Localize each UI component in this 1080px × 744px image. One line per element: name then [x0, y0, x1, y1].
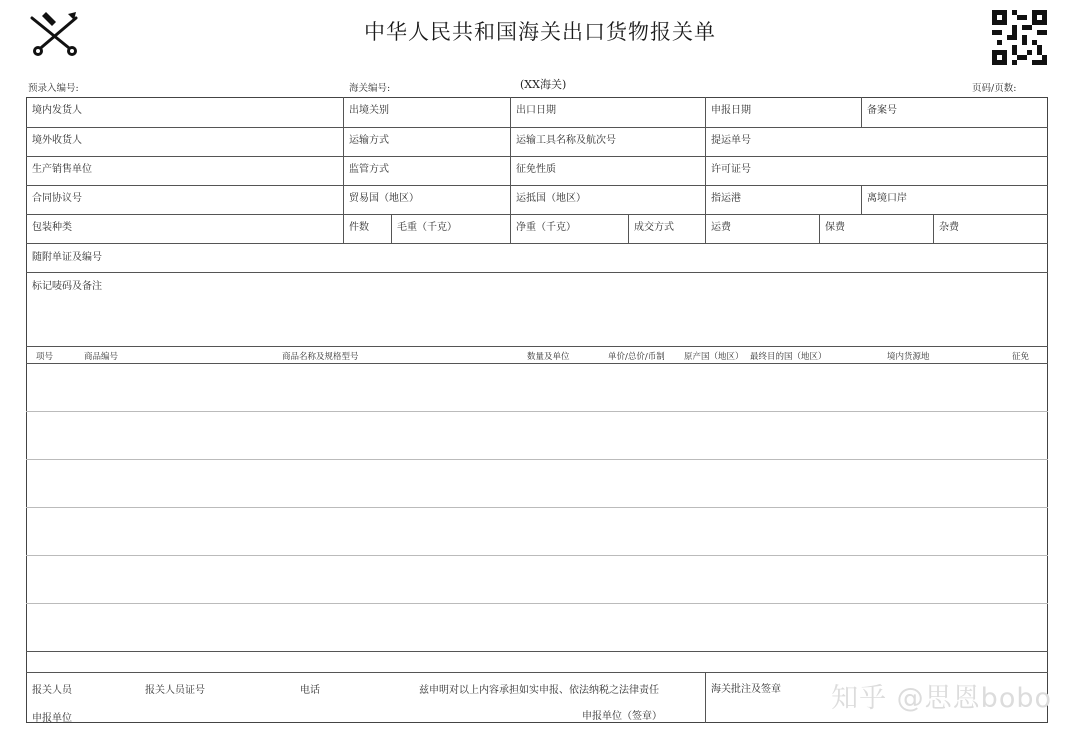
watermark: 知乎 @思恩bobo [831, 683, 1052, 714]
goods-row-divider [26, 411, 1048, 412]
pre-entry-no-label: 预录入编号: [28, 83, 79, 94]
exit-port-label: 离境口岸 [867, 193, 907, 204]
goods-code-header: 商品编号 [84, 352, 119, 362]
exit-customs-label: 出境关别 [349, 105, 389, 116]
col-divider [819, 214, 820, 243]
insurance-label: 保费 [825, 222, 845, 233]
row-divider [26, 214, 1048, 215]
unit-seal-label: 申报单位（签章） [582, 711, 662, 722]
declare-date-label: 申报日期 [711, 105, 751, 116]
declarant-cert-label: 报关人员证号 [145, 685, 205, 696]
customs-no-label: 海关编号: [349, 83, 391, 94]
row-divider [26, 127, 1048, 128]
goods-price-currency-header: 单价/总价/币制 [608, 352, 665, 362]
row-divider [26, 243, 1048, 244]
col-divider [705, 672, 706, 723]
freight-label: 运费 [711, 222, 731, 233]
producer-seller-label: 生产销售单位 [32, 164, 92, 175]
goods-origin-header: 原产国（地区） [684, 352, 744, 362]
trade-country-label: 贸易国（地区） [349, 193, 419, 204]
customs-name: (XX海关) [520, 78, 567, 91]
bill-no-label: 提运单号 [711, 135, 751, 146]
phone-label: 电话 [300, 685, 320, 696]
levy-nature-label: 征免性质 [516, 164, 556, 175]
goods-row-divider [26, 603, 1048, 604]
goods-final-dest-header: 最终目的国（地区） [750, 352, 827, 362]
domestic-shipper-label: 境内发货人 [32, 105, 82, 116]
goods-domestic-source-header: 境内货源地 [887, 352, 930, 362]
vessel-voyage-label: 运输工具名称及航次号 [516, 135, 616, 146]
contract-no-label: 合同协议号 [32, 193, 82, 204]
col-divider [628, 214, 629, 243]
attached-docs-label: 随附单证及编号 [32, 252, 102, 263]
package-type-label: 包装种类 [32, 222, 72, 233]
declarant-label: 报关人员 [32, 685, 72, 696]
gross-weight-label: 毛重（千克） [397, 222, 457, 233]
row-divider [26, 672, 1048, 673]
col-divider [861, 97, 862, 127]
license-no-label: 许可证号 [711, 164, 751, 175]
deal-mode-label: 成交方式 [634, 222, 674, 233]
goods-item-no-header: 项号 [36, 352, 54, 362]
row-divider [26, 185, 1048, 186]
record-no-label: 备案号 [867, 105, 897, 116]
misc-fee-label: 杂费 [939, 222, 959, 233]
page-title: 中华人民共和国海关出口货物报关单 [364, 20, 716, 44]
col-divider [861, 185, 862, 214]
overseas-consignee-label: 境外收货人 [32, 135, 82, 146]
declaring-unit-label: 申报单位 [32, 713, 72, 724]
transport-mode-label: 运输方式 [349, 135, 389, 146]
net-weight-label: 净重（千克） [516, 222, 576, 233]
dest-country-label: 运抵国（地区） [516, 193, 586, 204]
row-divider [26, 651, 1048, 652]
col-divider [705, 97, 706, 243]
col-divider [933, 214, 934, 243]
goods-name-spec-header: 商品名称及规格型号 [282, 352, 359, 362]
export-date-label: 出口日期 [516, 105, 556, 116]
goods-row-divider [26, 507, 1048, 508]
row-divider [26, 156, 1048, 157]
page-info-label: 页码/页数: [972, 83, 1017, 94]
col-divider [510, 97, 511, 243]
goods-row-divider [26, 459, 1048, 460]
goods-levy-header: 征免 [1012, 352, 1030, 362]
qr-code-icon [992, 10, 1047, 65]
legal-statement: 兹申明对以上内容承担如实申报、依法纳税之法律责任 [419, 685, 659, 696]
goods-qty-unit-header: 数量及单位 [527, 352, 570, 362]
marks-remarks-label: 标记唛码及备注 [32, 281, 102, 292]
goods-row-divider [26, 555, 1048, 556]
row-divider [26, 346, 1048, 347]
col-divider [343, 97, 344, 243]
row-divider [26, 272, 1048, 273]
row-divider [26, 363, 1048, 364]
supervision-mode-label: 监管方式 [349, 164, 389, 175]
dest-port-label: 指运港 [711, 193, 741, 204]
col-divider [391, 214, 392, 243]
pieces-label: 件数 [349, 222, 369, 233]
customs-approval-label: 海关批注及签章 [711, 684, 781, 695]
